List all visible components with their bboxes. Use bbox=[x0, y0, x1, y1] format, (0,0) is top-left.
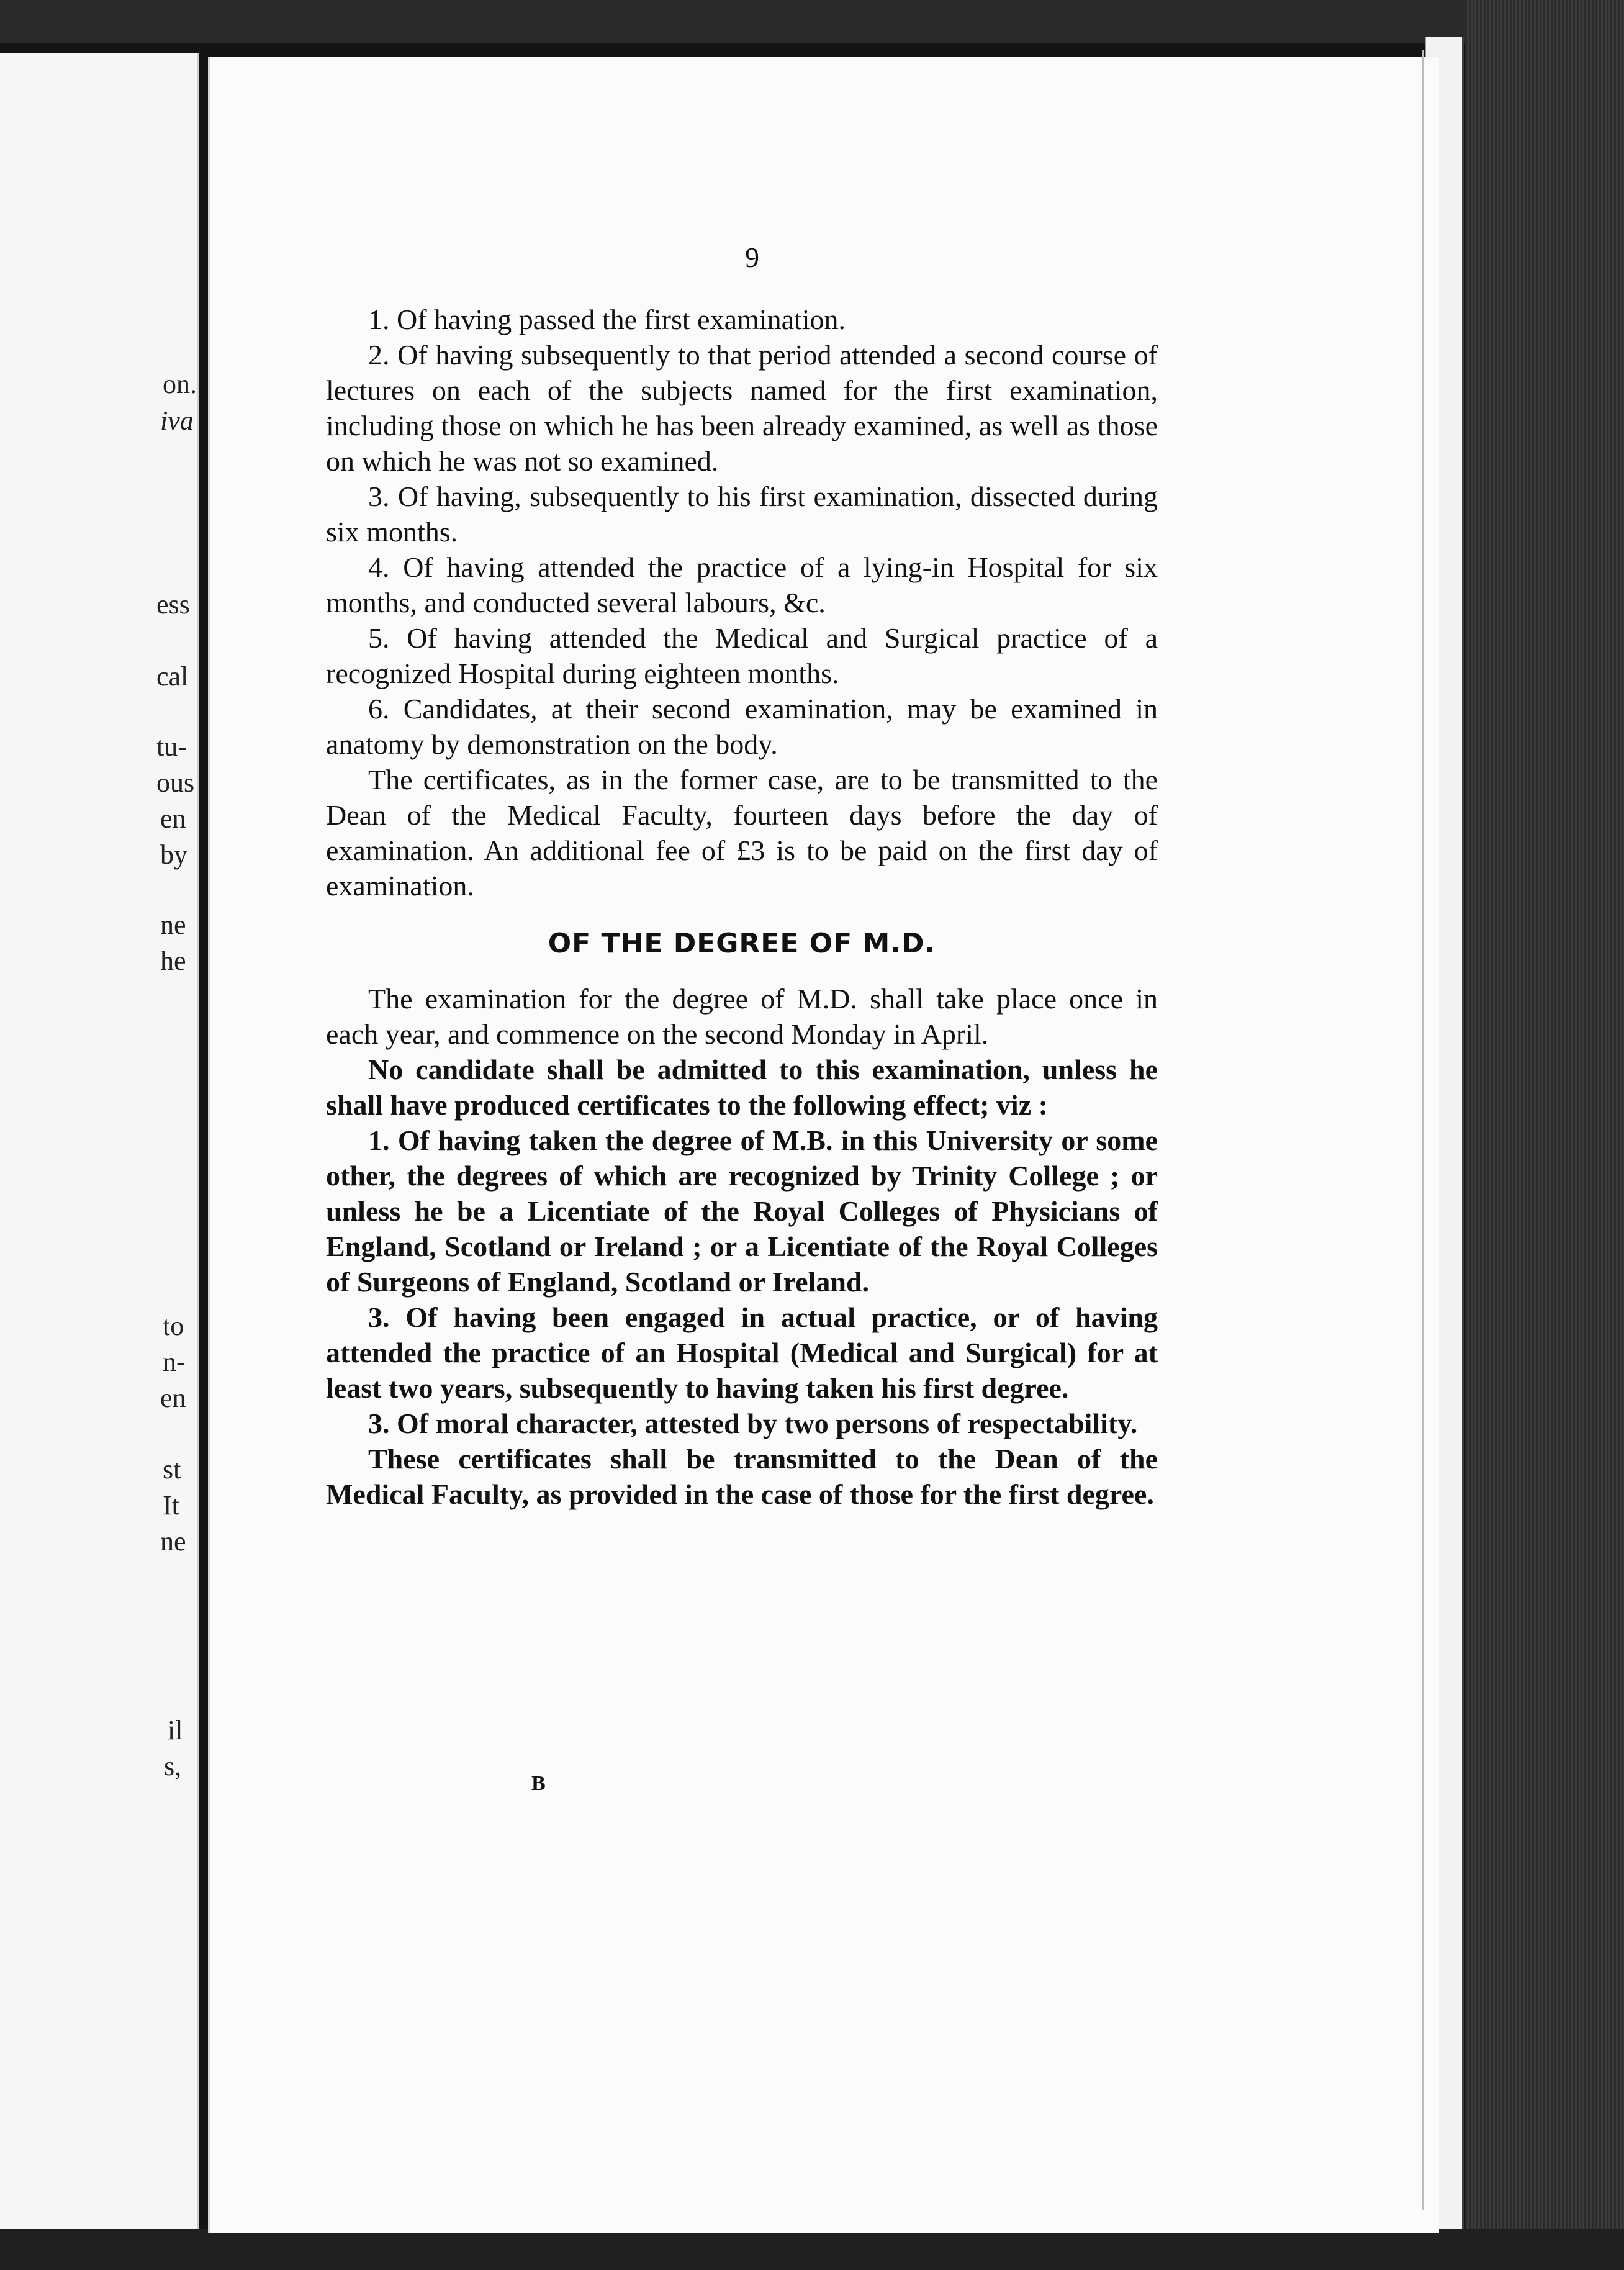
list-item: 3. Of moral character, attested by two persons of respectability. bbox=[368, 1408, 1138, 1439]
section-heading: OF THE DEGREE OF M.D. bbox=[548, 928, 936, 959]
scan-top-edge bbox=[0, 0, 1624, 43]
page-number: 9 bbox=[745, 242, 759, 273]
scan-bottom-edge bbox=[0, 2229, 1624, 2270]
paragraph: No candidate shall be admitted to this examination, unless he shall have produced certificates to the following effect; viz : bbox=[326, 1054, 1158, 1121]
list-item: 5. Of having attended the Medical and Surgical practice of a recognized Hospital during eighteen months. bbox=[326, 622, 1158, 689]
left-page-fragment: he bbox=[160, 946, 186, 976]
left-page-fragment: st bbox=[163, 1454, 181, 1485]
left-page-fragment: by bbox=[160, 839, 187, 870]
left-page-fragment: cal bbox=[156, 661, 189, 692]
paragraph: The examination for the degree of M.D. shall take place once in each year, and commence on the second Monday in April. bbox=[326, 983, 1158, 1050]
left-page-fragment: on. bbox=[163, 369, 197, 399]
page-body-text bbox=[326, 302, 1158, 1512]
signature-mark: B bbox=[531, 1772, 546, 1795]
paragraph: These certificates shall be transmitted to the Dean of the Medical Faculty, as provided in the case of those for the first degree. bbox=[326, 1443, 1158, 1510]
left-page-fragment: ous bbox=[156, 767, 195, 798]
list-item: 3. Of having, subsequently to his first examination, dissected during six months. bbox=[326, 481, 1158, 548]
paragraph: The certificates, as in the former case, are to be transmitted to the Dean of the Medical Faculty, fourteen days before the day of examination. An additional fee of £3 is to be paid on the first day of examination. bbox=[326, 764, 1158, 902]
left-page-fragment: iva bbox=[160, 405, 194, 436]
left-page-fragment: ess bbox=[156, 589, 190, 620]
list-item: 6. Candidates, at their second examination, may be examined in anatomy by demonstration on the body. bbox=[326, 693, 1158, 760]
left-page-fragment: It bbox=[163, 1490, 179, 1521]
book-cover-cloth bbox=[1465, 0, 1624, 2270]
list-item: 3. Of having been engaged in actual practice, or of having attended the practice of an Hospital (Medical and Surgical) for at least two years, subsequently to having taken his first degree. bbox=[326, 1301, 1158, 1404]
left-page-fragment: il bbox=[168, 1715, 183, 1745]
left-page-fragment: en bbox=[160, 803, 186, 834]
left-page-fragment: n- bbox=[163, 1347, 186, 1377]
list-item: 4. Of having attended the practice of a lying-in Hospital for six months, and conducted several labours, &c. bbox=[326, 551, 1158, 618]
left-page-fragment: ne bbox=[160, 1526, 186, 1557]
left-page-fragment: to bbox=[163, 1311, 184, 1341]
list-item: 2. Of having subsequently to that period attended a second course of lectures on each of the subjects named for the first examination, including those on which he has been already examined, as well as those on which he was not so examined. bbox=[326, 339, 1158, 477]
left-page-fragment: tu- bbox=[156, 731, 187, 762]
left-page-fragment: s, bbox=[164, 1751, 182, 1781]
left-page-fragment: ne bbox=[160, 910, 186, 940]
left-page bbox=[0, 53, 199, 2229]
list-item: 1. Of having taken the degree of M.B. in this University or some other, the degrees of which are recognized by Trinity College ; or unless he be a Licentiate of the Royal Colleges of Physicians of England, Scotland or Ireland ; or a Licentiate of the Royal Colleges of Surgeons of England, Scotland or Ireland. bbox=[326, 1124, 1158, 1298]
left-page-fragment: en bbox=[160, 1383, 186, 1413]
list-item: 1. Of having passed the first examination. bbox=[368, 304, 846, 335]
page-edge-line bbox=[1422, 50, 1424, 2210]
